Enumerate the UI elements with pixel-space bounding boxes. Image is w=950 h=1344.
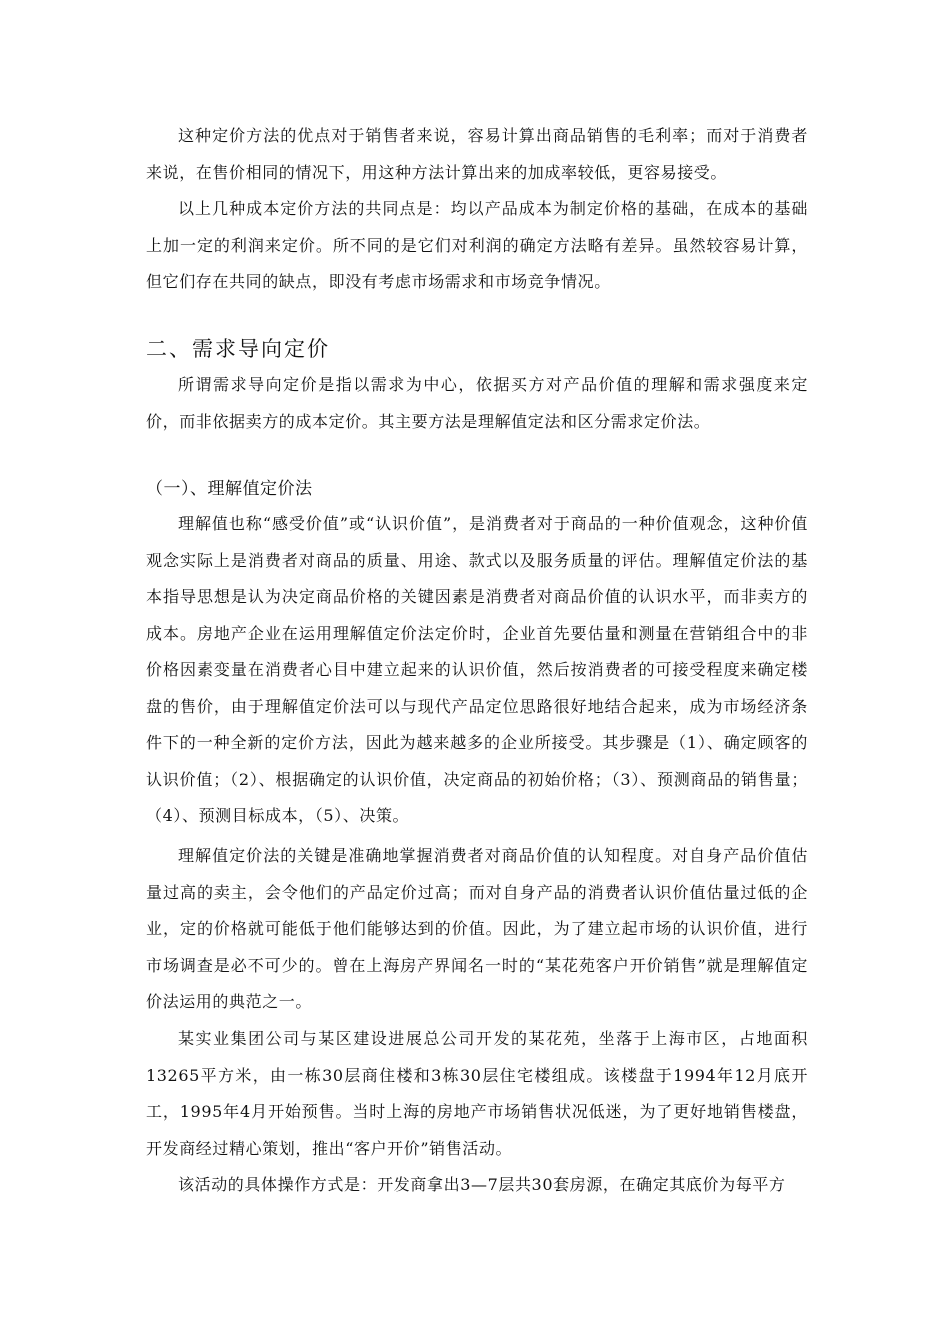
section-heading-demand-pricing: 二、需求导向定价	[146, 337, 330, 361]
paragraph-demand-pricing-definition: 所谓需求导向定价是指以需求为中心，依据买方对产品价值的理解和需求强度来定价，而非依据卖方的成本定价。其主要方法是理解值定法和区分需求定价法。	[146, 375, 808, 431]
paragraph-cost-plus-advantage: 这种定价方法的优点对于销售者来说，容易计算出商品销售的毛利率；而对于消费者来说，在售价相同的情况下，用这种方法计算出来的加成率较低，更容易接受。	[146, 126, 808, 182]
paragraph-cost-pricing-summary: 以上几种成本定价方法的共同点是：均以产品成本为制定价格的基础，在成本的基础上加一定的利润来定价。所不同的是它们对利润的确定方法略有差异。虽然较容易计算，但它们存在共同的缺点，即没有考虑市场需求和市场竞争情况。	[146, 199, 808, 291]
paragraph-case-garden: 某实业集团公司与某区建设进展总公司开发的某花苑，坐落于上海市区，占地面积13265平方米，由一栋30层商住楼和3栋30层住宅楼组成。该楼盘于1994年12月底开工，1995年4月开始预售。当时上海的房地产市场销售状况低迷，为了更好地销售楼盘，开发商经过精心策划，推出“客户开价”销售活动。	[146, 1029, 808, 1158]
subsection-heading-perceived-value: （一）、理解值定价法	[146, 479, 313, 499]
paragraph-perceived-value-definition: 理解值也称“感受价值”或“认识价值”，是消费者对于商品的一种价值观念，这种价值观念实际上是消费者对商品的质量、用途、款式以及服务质量的评估。理解值定价法的基本指导思想是认为决定商品价格的关键因素是消费者对商品价值的认识水平，而非卖方的成本。房地产企业在运用理解值定价法定价时，企业首先要估量和测量在营销组合中的非价格因素变量在消费者心目中建立起来的认识价值，然后按消费者的可接受程度来确定楼盘的售价，由于理解值定价法可以与现代产品定位思路很好地结合起来，成为市场经济条件下的一种全新的定价方法，因此为越来越多的企业所接受。其步骤是（1）、确定顾客的认识价值；（2）、根据确定的认识价值，决定商品的初始价格；（3）、预测商品的销售量；（4）、预测目标成本，（5）、决策。	[146, 514, 808, 825]
paragraph-perceived-value-key: 理解值定价法的关键是准确地掌握消费者对商品价值的认知程度。对自身产品价值估量过高的卖主，会令他们的产品定价过高；而对自身产品的消费者认识价值估量过低的企业，定的价格就可能低于他们能够达到的价值。因此，为了建立起市场的认识价值，进行市场调查是必不可少的。曾在上海房产界闻名一时的“某花苑客户开价销售”就是理解值定价法运用的典范之一。	[146, 846, 808, 1011]
paragraph-activity-operation: 该活动的具体操作方式是：开发商拿出3—7层共30套房源，在确定其底价为每平方	[178, 1175, 786, 1194]
